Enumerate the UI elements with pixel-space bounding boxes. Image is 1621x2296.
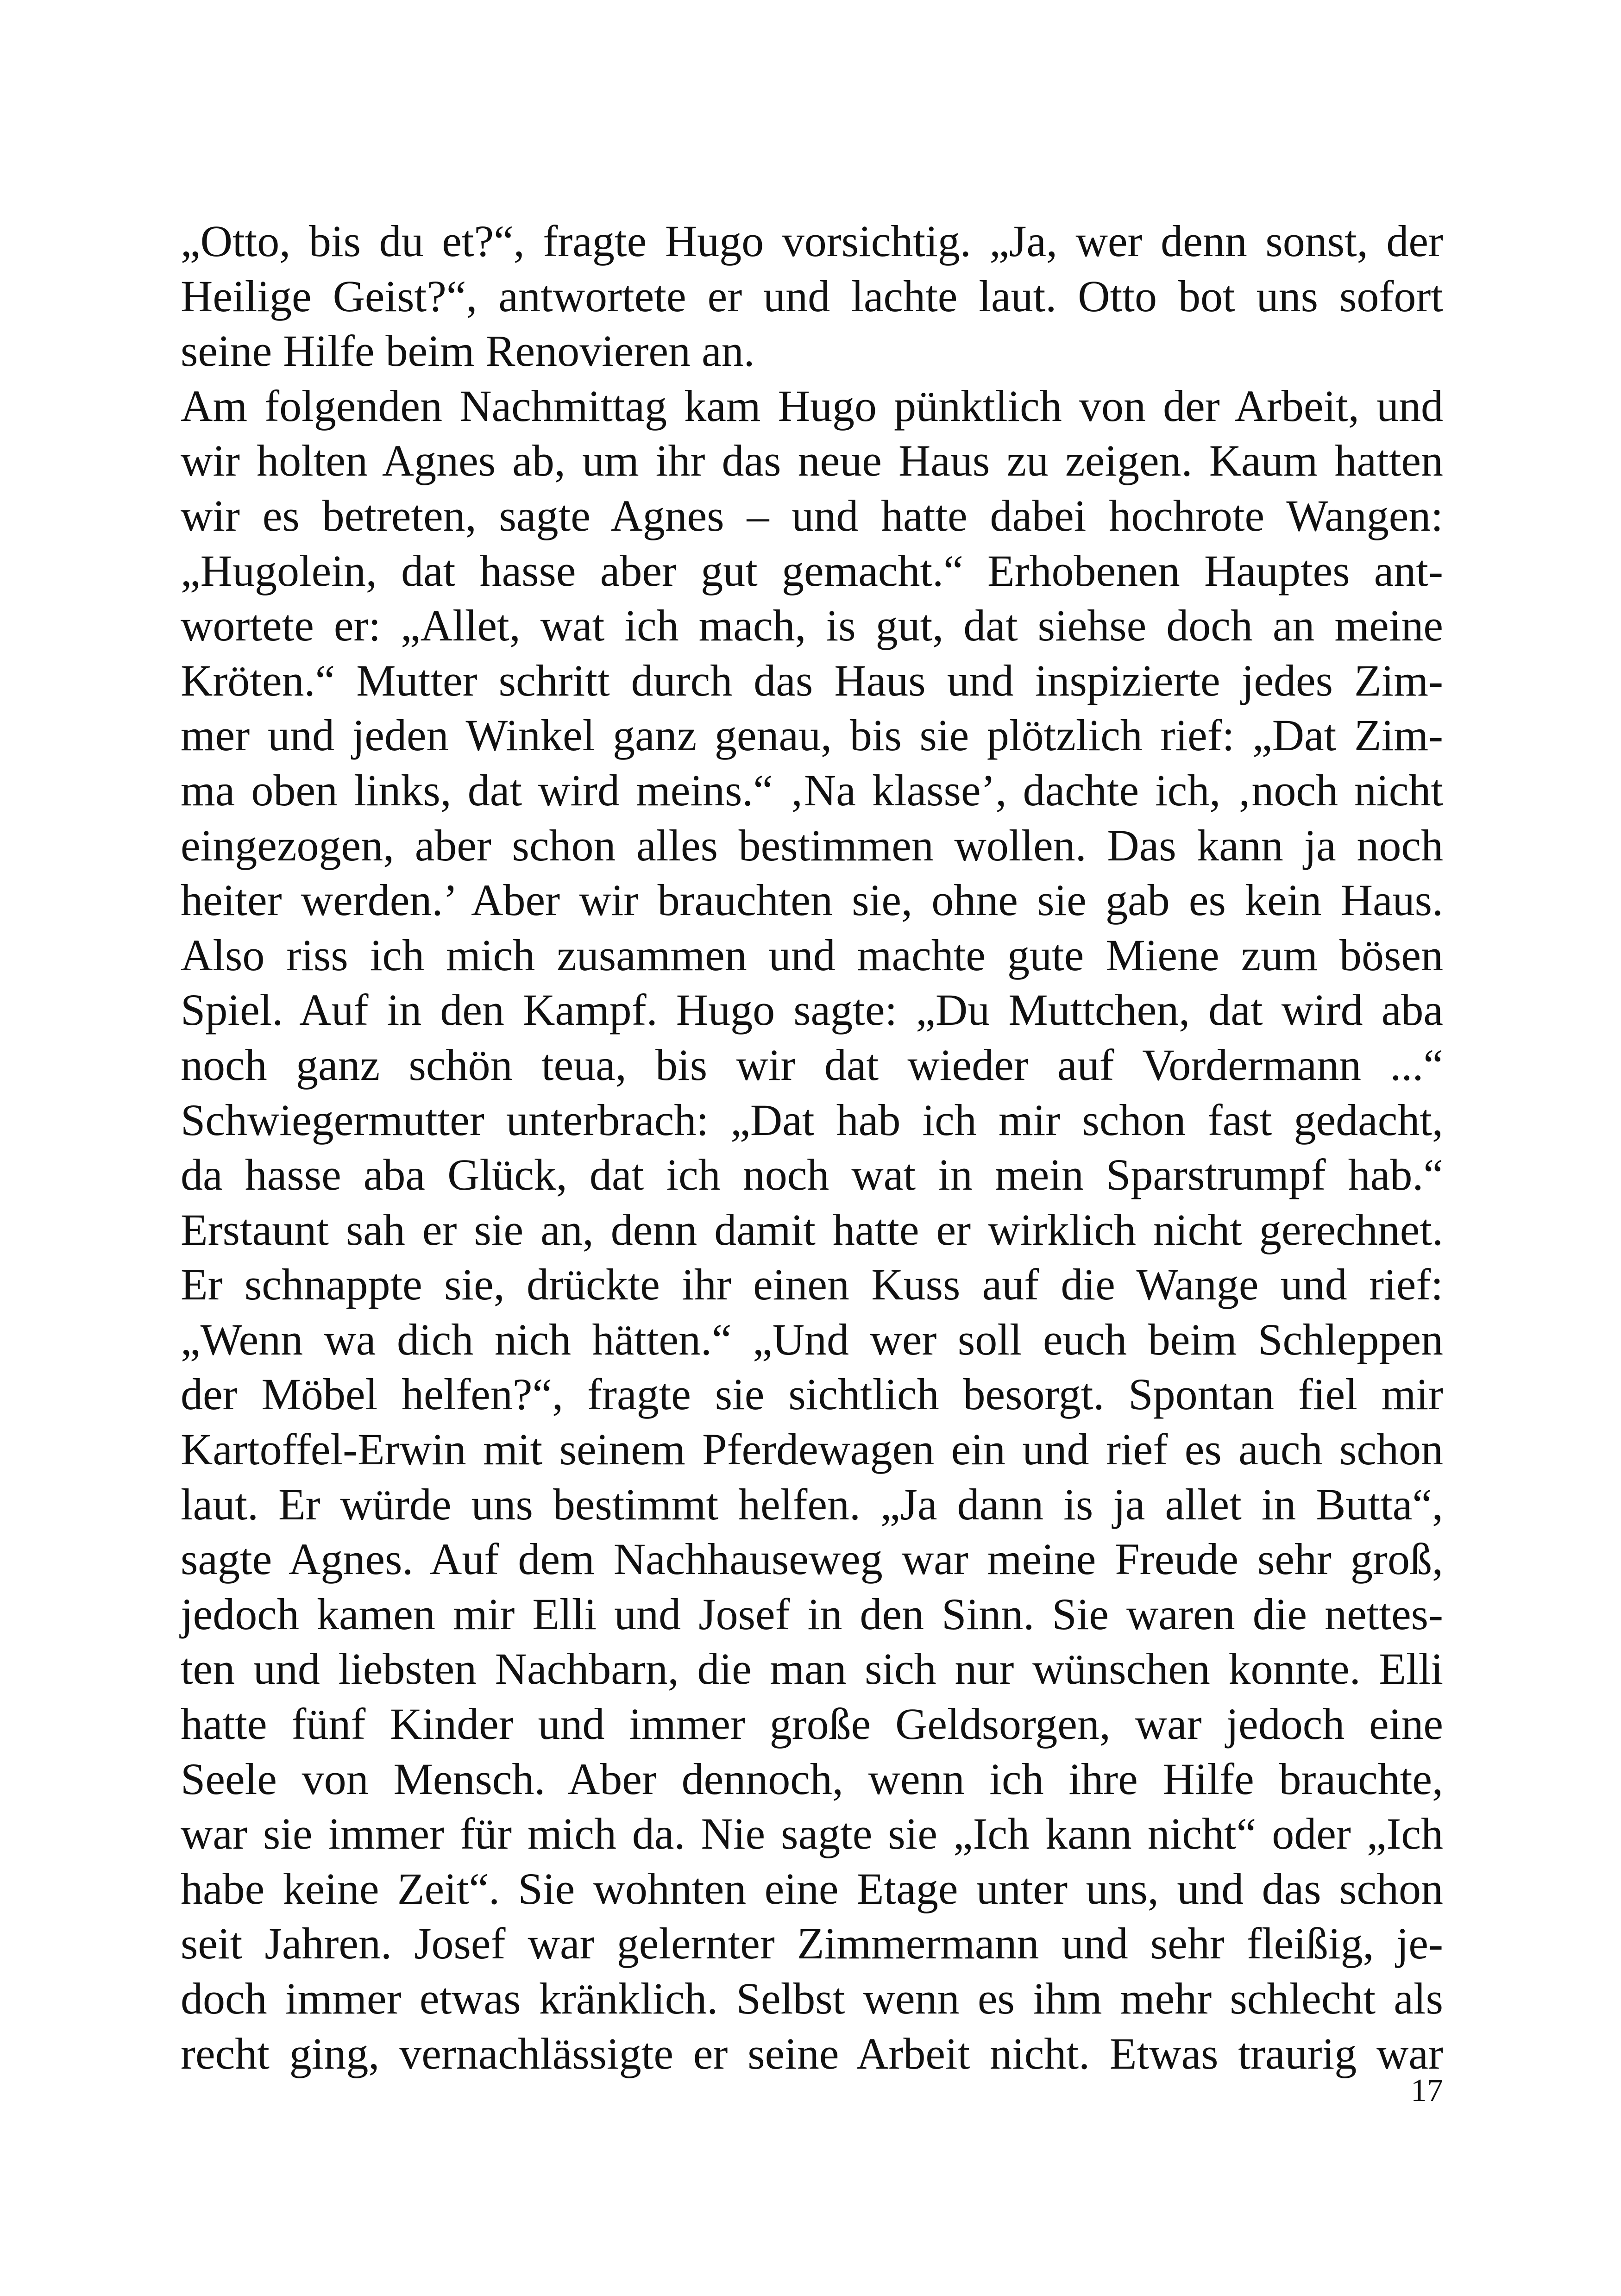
text-line: heiter werden.’ Aber wir brauchten sie, ohne sie gab es kein Haus. — [181, 875, 1443, 925]
text-line: „Wenn wa dich nich hätten.“ „Und wer soll euch beim Schleppen — [181, 1314, 1443, 1364]
text-line: wir es betreten, sagte Agnes – und hatte dabei hochrote Wangen: — [181, 490, 1443, 540]
text-line: seit Jahren. Josef war gelernter Zimmermann und sehr fleißig, je- — [181, 1919, 1443, 1969]
body-text — [181, 214, 1443, 2081]
text-line: ten und liebsten Nachbarn, die man sich nur wünschen konnte. Elli — [181, 1644, 1443, 1694]
text-line: seine Hilfe beim Renovieren an. — [181, 326, 755, 376]
text-line: Erstaunt sah er sie an, denn damit hatte er wirklich nicht gerechnet. — [181, 1204, 1443, 1255]
text-line: Schwiegermutter unterbrach: „Dat hab ich mir schon fast gedacht, — [181, 1095, 1443, 1145]
text-line: war sie immer für mich da. Nie sagte sie „Ich kann nicht“ oder „Ich — [181, 1809, 1443, 1859]
text-line: Kröten.“ Mutter schritt durch das Haus und inspizierte jedes Zim- — [181, 655, 1443, 705]
text-line: Also riss ich mich zusammen und machte gute Miene zum bösen — [181, 930, 1443, 980]
text-line: Spiel. Auf in den Kampf. Hugo sagte: „Du Muttchen, dat wird aba — [181, 985, 1443, 1035]
text-line: Seele von Mensch. Aber dennoch, wenn ich ihre Hilfe brauchte, — [181, 1754, 1443, 1804]
text-line: „Hugolein, dat hasse aber gut gemacht.“ Erhobenen Hauptes ant- — [181, 546, 1443, 596]
text-line: Heilige Geist?“, antwortete er und lachte laut. Otto bot uns sofort — [181, 271, 1443, 321]
text-line: Am folgenden Nachmittag kam Hugo pünktlich von der Arbeit, und — [181, 381, 1443, 431]
text-line: habe keine Zeit“. Sie wohnten eine Etage unter uns, und das schon — [181, 1863, 1443, 1913]
text-line: eingezogen, aber schon alles bestimmen wollen. Das kann ja noch — [181, 820, 1443, 870]
text-line: jedoch kamen mir Elli und Josef in den Sinn. Sie waren die nettes- — [181, 1589, 1443, 1639]
text-line: „Otto, bis du et?“, fragte Hugo vorsichtig. „Ja, wer denn sonst, der — [181, 216, 1443, 266]
text-line: ma oben links, dat wird meins.“ ‚Na klasse’, dachte ich, ‚noch nicht — [181, 765, 1443, 815]
text-line: sagte Agnes. Auf dem Nachhauseweg war meine Freude sehr groß, — [181, 1534, 1443, 1584]
text-line: noch ganz schön teua, bis wir dat wieder auf Vordermann ...“ — [181, 1040, 1443, 1090]
text-line: Kartoffel-Erwin mit seinem Pferdewagen ein und rief es auch schon — [181, 1424, 1443, 1474]
text-line: hatte fünf Kinder und immer große Geldsorgen, war jedoch eine — [181, 1699, 1443, 1749]
text-line: Er schnappte sie, drückte ihr einen Kuss auf die Wange und rief: — [181, 1260, 1443, 1310]
page-number: 17 — [1411, 2073, 1443, 2108]
text-line: mer und jeden Winkel ganz genau, bis sie plötzlich rief: „Dat Zim- — [181, 710, 1443, 760]
text-line: da hasse aba Glück, dat ich noch wat in mein Sparstrumpf hab.“ — [181, 1150, 1443, 1200]
text-line: der Möbel helfen?“, fragte sie sichtlich besorgt. Spontan fiel mir — [181, 1369, 1443, 1419]
text-line: wortete er: „Allet, wat ich mach, is gut, dat siehse doch an meine — [181, 601, 1443, 651]
text-line: wir holten Agnes ab, um ihr das neue Haus zu zeigen. Kaum hatten — [181, 436, 1443, 486]
text-line: laut. Er würde uns bestimmt helfen. „Ja dann is ja allet in Butta“, — [181, 1479, 1443, 1529]
text-line: recht ging, vernachlässigte er seine Arbeit nicht. Etwas traurig war — [181, 2028, 1443, 2078]
text-line: doch immer etwas kränklich. Selbst wenn es ihm mehr schlecht als — [181, 1974, 1443, 2023]
